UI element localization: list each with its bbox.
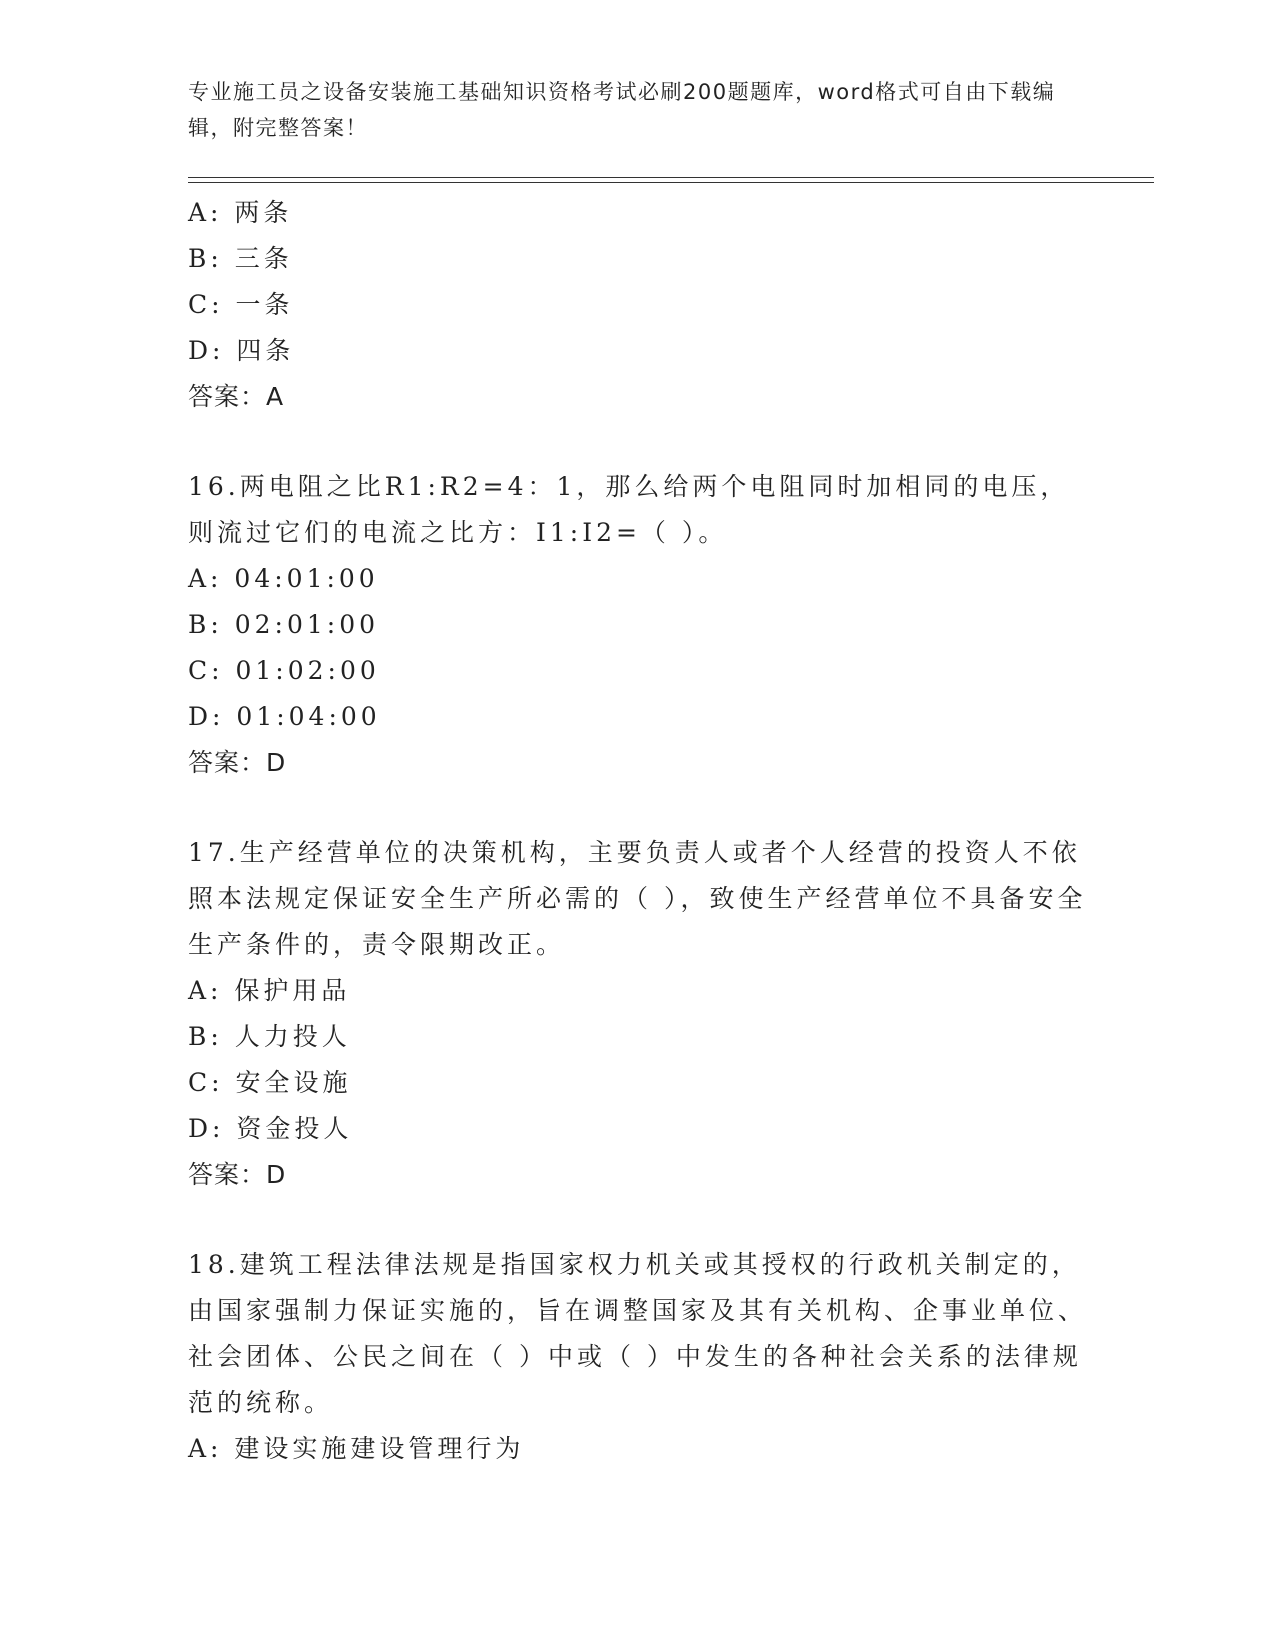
header-divider-top [188,177,1154,178]
spacer [188,420,1088,464]
question-18 [188,1242,1088,1472]
question-stem: 17.生产经营单位的决策机构，主要负责人或者个人经营的投资人不依照本法规定保证安全生产所必需的（ ），致使生产经营单位不具备安全生产条件的，责令限期改正。 [188,838,1087,959]
answer-line [188,1152,1088,1198]
option-b: B: 02:01:00 [188,610,380,639]
answer-label: 答案： [188,382,267,411]
option-c: C: 一条 [188,290,294,319]
option-d: D: 资金投人 [188,1114,353,1143]
option-a: A: 04:01:00 [188,564,379,593]
spacer [188,786,1088,830]
answer-value: D [266,1160,287,1189]
question-17 [188,830,1088,1198]
question-16 [188,464,1088,786]
option-d: D: 四条 [188,336,295,365]
option-d: D: 01:04:00 [188,702,381,731]
option-a: A: 建设实施建设管理行为 [188,1434,525,1463]
option-a: A: 保护用品 [188,976,351,1005]
header-divider-bottom [188,182,1154,183]
question-content [188,190,1088,1472]
answer-value: A [266,382,285,411]
answer-line [188,740,1088,786]
option-b: B: 人力投人 [188,1022,351,1051]
question-stem: 18.建筑工程法律法规是指国家权力机关或其授权的行政机关制定的，由国家强制力保证实施的，旨在调整国家及其有关机构、企事业单位、社会团体、公民之间在（ ）中或（ ）中发生的各种社会关系的法律规范的统称。 [188,1250,1088,1417]
option-b: B: 三条 [188,244,293,273]
option-c: C: 安全设施 [188,1068,352,1097]
answer-label: 答案： [188,748,267,777]
option-c: C: 01:02:00 [188,656,380,685]
spacer [188,1198,1088,1242]
question-stem: 16.两电阻之比R1:R2=4：1，那么给两个电阻同时加相同的电压，则流过它们的电流之比方：I1:I2=（ ）。 [188,472,1070,547]
answer-label: 答案： [188,1160,267,1189]
answer-value: D [266,748,287,777]
answer-line [188,374,1088,420]
document-header: 专业施工员之设备安装施工基础知识资格考试必刷200题题库，word格式可自由下载编辑，附完整答案！ [188,80,1056,140]
option-a: A: 两条 [188,198,293,227]
question-15 [188,190,1088,420]
